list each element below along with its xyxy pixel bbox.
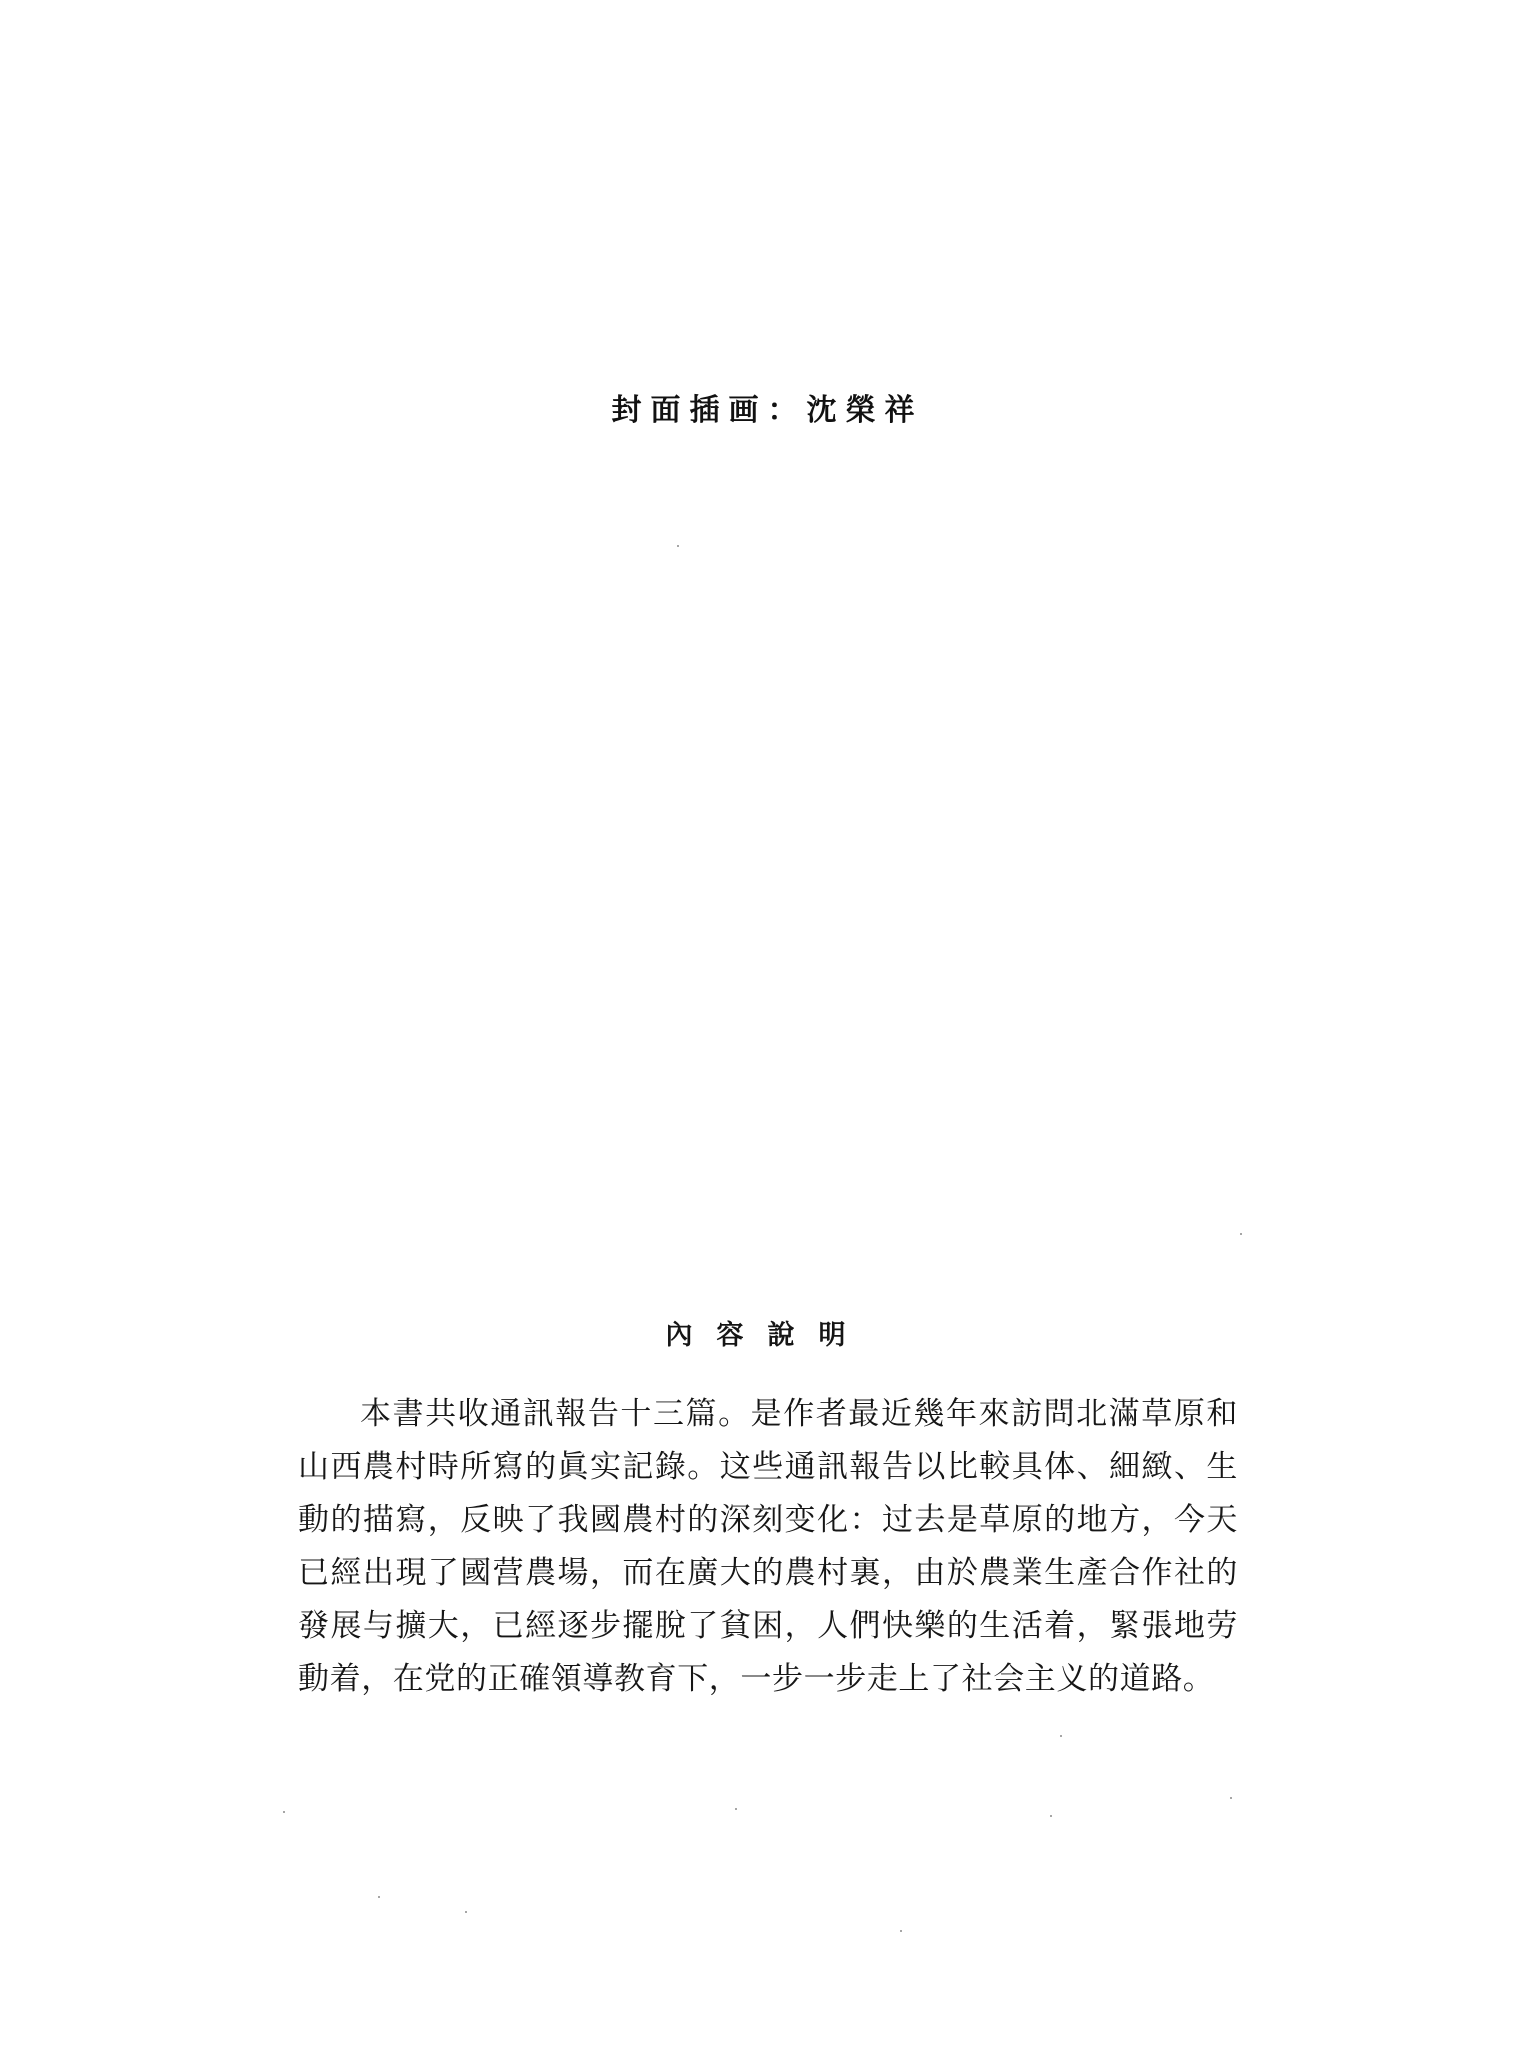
scan-speck [1060, 1735, 1062, 1737]
scan-speck [378, 1896, 380, 1898]
scan-speck [283, 1811, 285, 1813]
scan-speck [1050, 1815, 1052, 1817]
cover-illustration-credit: 封面插画：沈榮祥 [611, 393, 924, 428]
scan-speck [677, 545, 679, 547]
scan-speck [1230, 1797, 1232, 1799]
content-description-paragraph: 本書共收通訊報告十三篇。是作者最近幾年來訪問北滿草原和山西農村時所寫的眞实記錄。这些通訊報告以比較具体、細緻、生動的描寫，反映了我國農村的深刻变化：过去是草原的地方，今天已經出現了國营農場，而在廣大的農村裏，由於農業生產合作社的發展与擴大，已經逐步擺脫了貧困，人們快樂的生活着，緊張地劳動着，在党的正確領導教育下，一步一步走上了社会主义的道路。 [298, 1396, 1238, 1697]
content-description-heading: 內容說明 [665, 1320, 870, 1351]
scan-speck [735, 1808, 737, 1810]
scan-speck [900, 1930, 902, 1932]
scan-speck [465, 1911, 467, 1913]
scan-speck [1240, 1233, 1242, 1235]
